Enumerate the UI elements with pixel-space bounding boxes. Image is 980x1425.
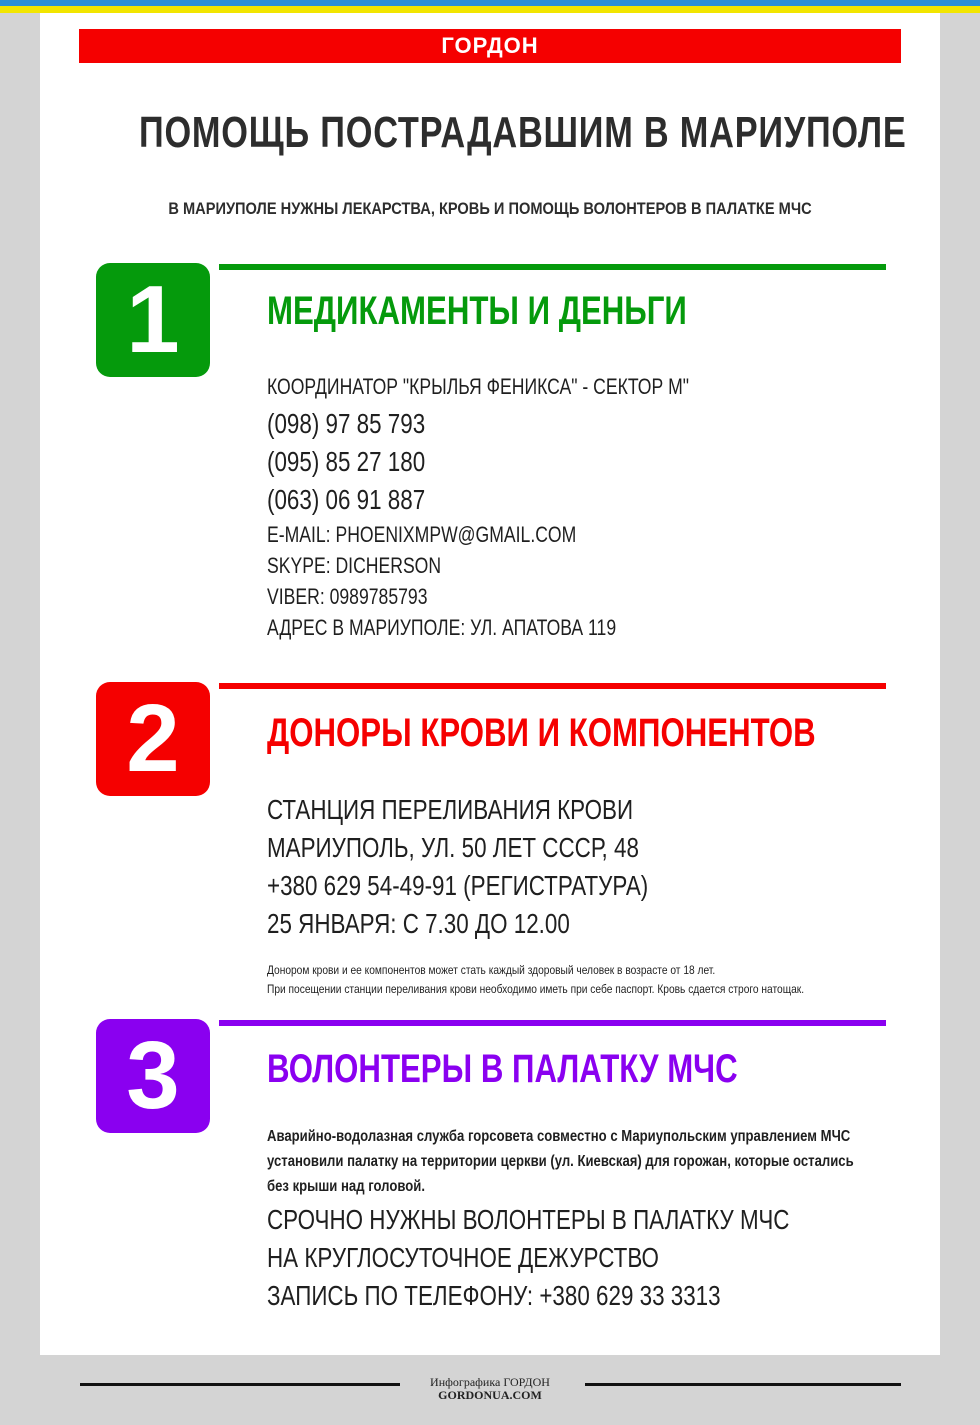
footer-site: GORDONUA.COM (438, 1388, 542, 1402)
section-2-line-4: 25 ЯНВАРЯ: С 7.30 ДО 12.00 (267, 908, 570, 939)
section-1-phone-3: (063) 06 91 887 (267, 484, 426, 515)
infographic-card (40, 13, 940, 1355)
section-3-number-badge: 3 (96, 1019, 210, 1133)
section-3-line-2: НА КРУГЛОСУТОЧНОЕ ДЕЖУРСТВО (267, 1242, 659, 1273)
section-3-line-3: ЗАПИСЬ ПО ТЕЛЕФОНУ: +380 629 33 3313 (267, 1280, 721, 1311)
section-1-phone-2: (095) 85 27 180 (267, 446, 426, 477)
section-1-rule (219, 264, 886, 270)
section-1-skype: SKYPE: DICHERSON (267, 553, 442, 578)
section-1-viber: VIBER: 0989785793 (267, 584, 428, 609)
section-2-line-1: СТАНЦИЯ ПЕРЕЛИВАНИЯ КРОВИ (267, 794, 634, 825)
section-2-number-badge: 2 (96, 682, 210, 796)
flag-yellow-stripe (0, 6, 980, 13)
section-2-line-3: +380 629 54-49-91 (РЕГИСТРАТУРА) (267, 870, 649, 901)
section-3-paragraph-3: без крыши над головой. (267, 1178, 425, 1195)
section-1-coordinator: КООРДИНАТОР "КРЫЛЬЯ ФЕНИКСА" - СЕКТОР М" (267, 374, 690, 399)
section-1-number-badge: 1 (96, 263, 210, 377)
brand-banner: ГОРДОН (79, 29, 901, 63)
section-2-rule (219, 683, 886, 689)
section-3-paragraph-2: установили палатку на территории церкви (ул. Киевская) для горожан, которые остались (267, 1153, 854, 1170)
section-1-email: E-MAIL: PHOENIXMPW@GMAIL.COM (267, 522, 577, 547)
section-3-heading: ВОЛОНТЕРЫ В ПАЛАТКУ МЧС (267, 1047, 738, 1091)
section-2-heading: ДОНОРЫ КРОВИ И КОМПОНЕНТОВ (267, 711, 816, 755)
section-2-line-2: МАРИУПОЛЬ, УЛ. 50 ЛЕТ СССР, 48 (267, 832, 639, 863)
section-1-heading: МЕДИКАМЕНТЫ И ДЕНЬГИ (267, 289, 687, 333)
section-2-note-1: Донором крови и ее компонентов может стать каждый здоровый человек в возрасте от 18 лет. (267, 963, 716, 977)
footer-credit: Инфографика ГОРДОН (430, 1375, 550, 1389)
section-1-phone-1: (098) 97 85 793 (267, 408, 426, 439)
section-3-line-1: СРОЧНО НУЖНЫ ВОЛОНТЕРЫ В ПАЛАТКУ МЧС (267, 1204, 790, 1235)
section-3-paragraph-1: Аварийно-водолазная служба горсовета совместно с Мариупольским управлением МЧС (267, 1128, 851, 1145)
page-title: ПОМОЩЬ ПОСТРАДАВШИМ В МАРИУПОЛЕ (139, 108, 907, 157)
section-2-note-2: При посещении станции переливания крови необходимо иметь при себе паспорт. Кровь сдается строго натощак. (267, 982, 805, 996)
page-subtitle: В МАРИУПОЛЕ НУЖНЫ ЛЕКАРСТВА, КРОВЬ И ПОМОЩЬ ВОЛОНТЕРОВ В ПАЛАТКЕ МЧС (168, 199, 812, 218)
section-1-address: АДРЕС В МАРИУПОЛЕ: УЛ. АПАТОВА 119 (267, 615, 617, 640)
section-3-rule (219, 1020, 886, 1026)
